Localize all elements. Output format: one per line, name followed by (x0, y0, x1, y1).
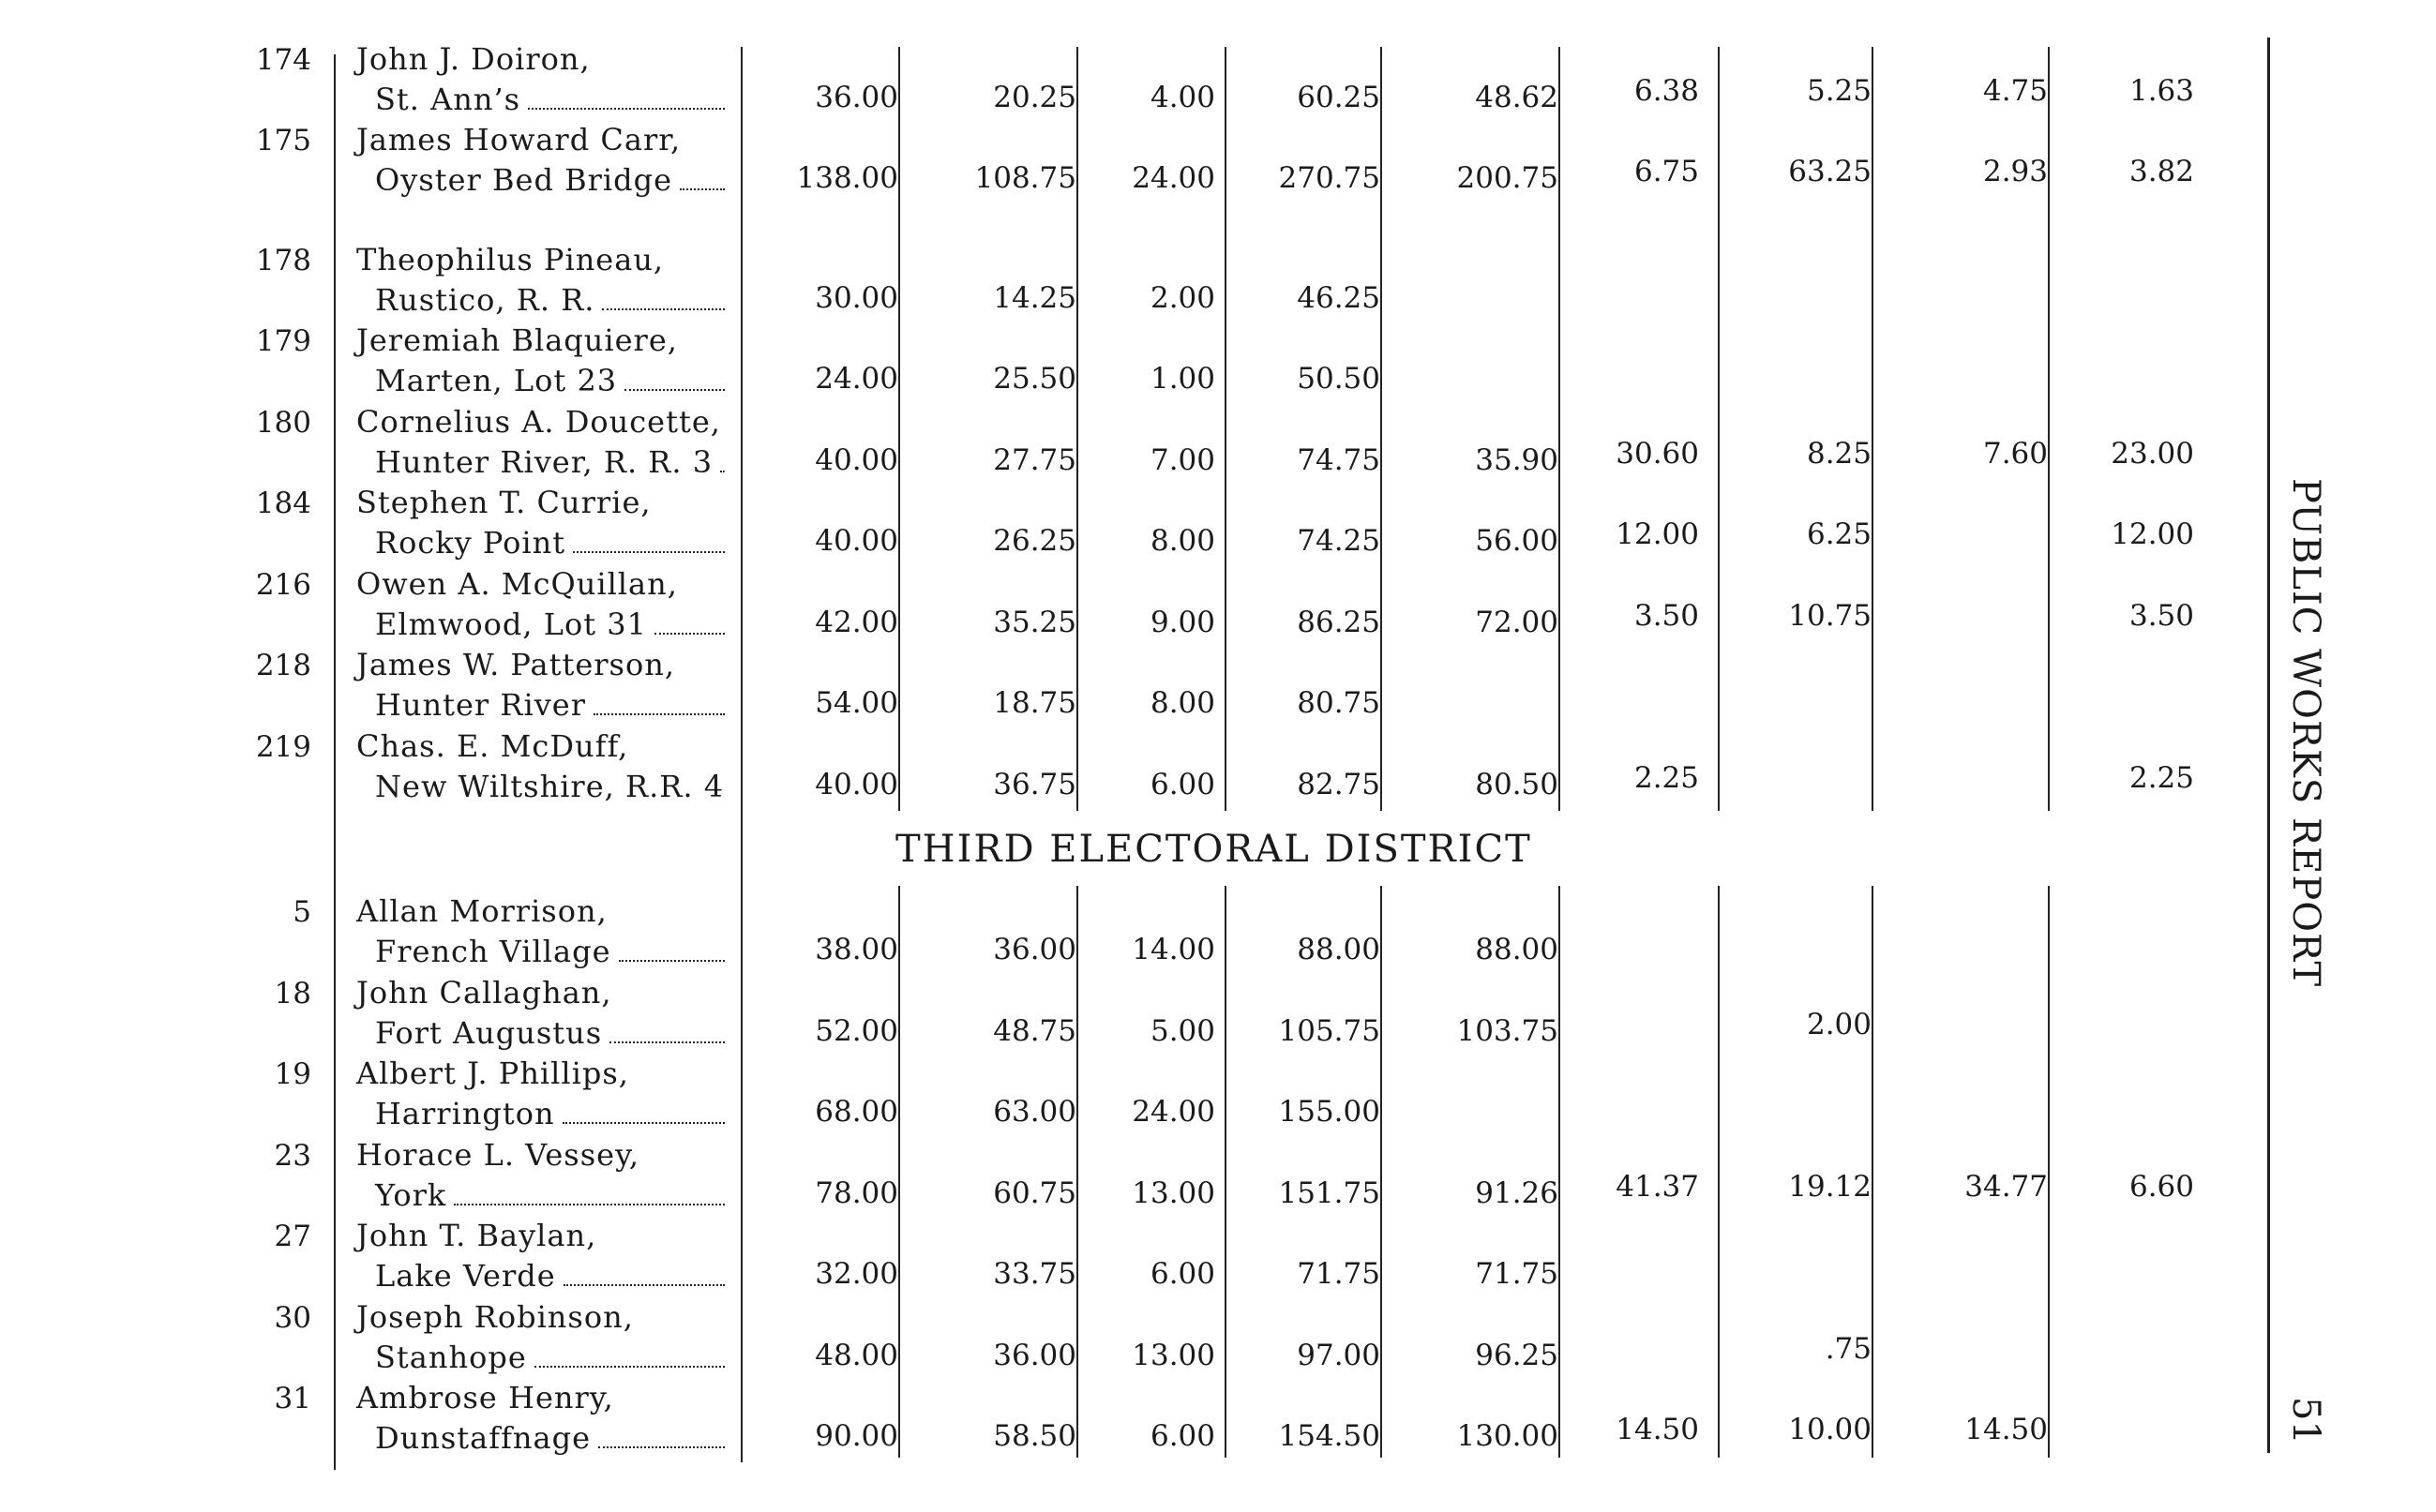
entry-number: 23 (274, 1138, 311, 1173)
amount-cell: 2.00 (1806, 1007, 1872, 1041)
column-rule (1380, 886, 1382, 1458)
amount-cell: 26.25 (993, 524, 1076, 558)
amount-cell: 74.25 (1297, 524, 1380, 558)
dot-leader (563, 1122, 725, 1124)
entry-number: 174 (255, 43, 311, 77)
amount-cell: 30.60 (1616, 437, 1699, 471)
amount-cell: 25.50 (993, 362, 1076, 396)
amount-cell: 1.63 (2128, 74, 2194, 108)
contractor-name: Albert J. Phillips, (356, 1055, 629, 1091)
amount-cell: 4.00 (1150, 81, 1215, 114)
column-rule (1872, 47, 1873, 811)
contractor-name: James W. Patterson, (356, 647, 676, 682)
amount-cell: 48.75 (993, 1013, 1076, 1048)
column-rule (741, 806, 743, 1462)
amount-cell: .75 (1825, 1331, 1872, 1366)
amount-cell: 97.00 (1297, 1338, 1380, 1372)
contractor-address (375, 525, 725, 561)
contractor-address (375, 162, 725, 198)
amount-cell: 88.00 (1297, 933, 1380, 966)
amount-cell: 32.00 (815, 1257, 898, 1291)
amount-cell: 46.25 (1297, 281, 1380, 315)
entry-number: 30 (274, 1300, 311, 1335)
amount-cell: 40.00 (815, 443, 898, 477)
entry-number: 19 (274, 1057, 311, 1091)
amount-cell: 24.00 (815, 362, 898, 396)
address-text: Dunstaffnage (375, 1420, 592, 1456)
contractor-address (375, 769, 731, 804)
dot-leader (654, 633, 725, 635)
address-text: New Wiltshire, R.R. 4 (375, 769, 725, 804)
column-rule (1718, 47, 1720, 811)
amount-cell: 58.50 (993, 1419, 1076, 1453)
amount-cell: 88.00 (1475, 933, 1558, 966)
amount-cell: 63.00 (993, 1095, 1076, 1129)
amount-cell: 23.00 (2111, 437, 2194, 471)
contractor-address (375, 282, 725, 318)
amount-cell: 91.26 (1475, 1175, 1558, 1210)
address-text: French Village (375, 934, 611, 969)
dot-leader (594, 713, 725, 715)
address-text: York (375, 1176, 447, 1213)
amount-cell: 60.25 (1297, 81, 1380, 114)
amount-cell: 90.00 (815, 1419, 898, 1453)
amount-cell: 71.75 (1475, 1257, 1558, 1291)
contractor-name: Theophilus Pineau, (356, 242, 665, 277)
amount-cell: 41.37 (1616, 1169, 1699, 1204)
amount-cell: 5.00 (1150, 1013, 1215, 1048)
amount-cell: 151.75 (1278, 1175, 1380, 1210)
amount-cell: 40.00 (815, 768, 898, 801)
amount-cell: 8.00 (1150, 524, 1215, 558)
address-text: Hunter River (375, 687, 587, 723)
amount-cell: 105.75 (1278, 1013, 1380, 1048)
amount-cell: 36.75 (993, 768, 1076, 801)
amount-cell: 34.77 (1964, 1169, 2048, 1204)
amount-cell: 8.25 (1806, 437, 1872, 471)
contractor-address (375, 687, 725, 723)
amount-cell: 7.00 (1150, 443, 1215, 477)
section-heading: THIRD ELECTORAL DISTRICT (895, 828, 1532, 871)
contractor-address (375, 1258, 725, 1294)
amount-cell: 6.00 (1150, 1419, 1215, 1453)
amount-cell: 14.50 (1616, 1413, 1699, 1446)
dot-leader (720, 471, 725, 472)
dot-leader (619, 960, 726, 962)
contractor-name: James Howard Carr, (356, 122, 682, 157)
amount-cell: 14.00 (1132, 933, 1215, 966)
contractor-name: Ambrose Henry, (356, 1380, 614, 1415)
amount-cell: 68.00 (815, 1095, 898, 1129)
amount-cell: 138.00 (796, 161, 898, 195)
address-text: Hunter River, R. R. 3 (375, 444, 714, 480)
entry-number: 218 (255, 649, 311, 682)
amount-cell: 24.00 (1132, 1095, 1215, 1129)
contractor-address (375, 606, 725, 642)
column-rule (1225, 886, 1226, 1458)
column-rule (741, 47, 743, 811)
amount-cell: 20.25 (993, 81, 1076, 114)
column-rule (1076, 886, 1078, 1458)
amount-cell: 80.50 (1475, 768, 1558, 801)
address-text: Harrington (375, 1096, 555, 1131)
amount-cell: 96.25 (1475, 1338, 1558, 1372)
contractor-address (375, 363, 725, 398)
address-text: Rustico, R. R. (375, 282, 595, 318)
amount-cell: 14.25 (993, 281, 1076, 315)
column-rule (1380, 47, 1382, 811)
contractor-name: John J. Doiron, (356, 41, 591, 77)
amount-cell: 72.00 (1475, 606, 1558, 639)
amount-cell: 36.00 (993, 933, 1076, 966)
amount-cell: 154.50 (1278, 1419, 1380, 1453)
amount-cell: 6.25 (1806, 517, 1872, 551)
column-rule (898, 47, 900, 811)
contractor-name: Owen A. McQuillan, (356, 566, 678, 602)
dot-leader (528, 108, 725, 110)
column-rule (1076, 47, 1078, 811)
column-rule (2048, 47, 2050, 811)
dot-leader (624, 389, 725, 391)
contractor-name: Jeremiah Blaquiere, (356, 322, 678, 358)
page-border-rule (2267, 37, 2270, 1453)
contractor-name: Stephen T. Currie, (356, 485, 652, 520)
amount-cell: 71.75 (1297, 1257, 1380, 1291)
amount-cell: 63.25 (1788, 155, 1872, 188)
amount-cell: 12.00 (1616, 517, 1699, 551)
amount-cell: 3.50 (1633, 599, 1699, 633)
amount-cell: 36.00 (815, 81, 898, 114)
address-text: Fort Augustus (375, 1014, 603, 1051)
contractor-name: Horace L. Vessey, (356, 1136, 640, 1173)
amount-cell: 130.00 (1456, 1419, 1558, 1453)
amount-cell: 12.00 (2111, 517, 2194, 551)
amount-cell: 48.62 (1475, 81, 1558, 114)
amount-cell: 2.25 (1633, 761, 1699, 795)
entry-number: 175 (255, 124, 311, 157)
amount-cell: 30.00 (815, 281, 898, 315)
amount-cell: 78.00 (815, 1175, 898, 1210)
entry-number: 180 (255, 406, 311, 440)
address-text: Oyster Bed Bridge (375, 162, 673, 198)
amount-cell: 42.00 (815, 606, 898, 639)
amount-cell: 27.75 (993, 443, 1076, 477)
column-rule (1558, 886, 1560, 1458)
amount-cell: 50.50 (1297, 362, 1380, 396)
column-rule (1558, 47, 1560, 811)
column-rule (898, 886, 900, 1458)
amount-cell: 19.12 (1788, 1169, 1872, 1204)
entry-number: 219 (255, 730, 311, 764)
amount-cell: 48.00 (815, 1338, 898, 1372)
amount-cell: 8.00 (1150, 686, 1215, 720)
amount-cell: 35.90 (1475, 443, 1558, 477)
contractor-address (375, 444, 725, 480)
amount-cell: 6.00 (1150, 768, 1215, 801)
address-text: Elmwood, Lot 31 (375, 606, 647, 642)
entry-number: 178 (255, 244, 311, 277)
amount-cell: 10.75 (1788, 599, 1872, 633)
contractor-name: Joseph Robinson, (356, 1298, 634, 1335)
dot-leader (680, 188, 725, 190)
entry-number: 184 (255, 487, 311, 520)
dot-leader (534, 1366, 725, 1368)
contractor-address (375, 1340, 725, 1375)
address-text: Lake Verde (375, 1258, 556, 1294)
contractor-address (375, 1096, 725, 1131)
amount-cell: 80.75 (1297, 686, 1380, 720)
address-text: Marten, Lot 23 (375, 363, 618, 398)
amount-cell: 13.00 (1132, 1175, 1215, 1210)
dot-leader (598, 1446, 725, 1448)
column-rule (1872, 886, 1873, 1458)
entry-number: 31 (274, 1382, 311, 1415)
amount-cell: 6.38 (1633, 74, 1699, 108)
amount-cell: 200.75 (1456, 161, 1558, 195)
dot-leader (454, 1204, 725, 1205)
amount-cell: 103.75 (1456, 1013, 1558, 1048)
amount-cell: 2.93 (1982, 155, 2048, 188)
amount-cell: 155.00 (1278, 1095, 1380, 1129)
amount-cell: 13.00 (1132, 1338, 1215, 1372)
amount-cell: 1.00 (1150, 362, 1215, 396)
address-text: St. Ann’s (375, 82, 521, 117)
dot-leader (573, 551, 725, 553)
contractor-name: Chas. E. McDuff, (356, 728, 629, 764)
index-rule (334, 54, 336, 1470)
contractor-name: John T. Baylan, (356, 1218, 597, 1253)
contractor-address (375, 934, 725, 969)
amount-cell: 6.60 (2128, 1169, 2194, 1204)
amount-cell: 14.50 (1964, 1413, 2048, 1446)
running-title: PUBLIC WORKS REPORT (2284, 478, 2327, 988)
amount-cell: 5.25 (1806, 74, 1872, 108)
amount-cell: 3.82 (2128, 155, 2194, 188)
entry-number: 179 (255, 324, 311, 358)
dot-leader (564, 1284, 725, 1286)
address-text: Rocky Point (375, 525, 566, 561)
amount-cell: 9.00 (1150, 606, 1215, 639)
contractor-address (375, 1015, 725, 1051)
amount-cell: 7.60 (1982, 437, 2048, 471)
address-text: Stanhope (375, 1339, 527, 1375)
amount-cell: 24.00 (1132, 161, 1215, 195)
amount-cell: 74.75 (1297, 443, 1380, 477)
amount-cell: 2.00 (1150, 281, 1215, 315)
contractor-address (375, 1420, 725, 1456)
contractor-address (375, 1177, 725, 1213)
contractor-name: John Callaghan, (356, 974, 612, 1010)
amount-cell: 36.00 (993, 1338, 1076, 1372)
amount-cell: 10.00 (1788, 1413, 1872, 1446)
amount-cell: 35.25 (993, 606, 1076, 639)
amount-cell: 6.00 (1150, 1257, 1215, 1291)
entry-number: 27 (274, 1220, 311, 1253)
amount-cell: 4.75 (1982, 74, 2048, 108)
contractor-name: Allan Morrison, (356, 893, 608, 929)
entry-number: 18 (274, 976, 311, 1010)
amount-cell: 108.75 (974, 161, 1076, 195)
amount-cell: 60.75 (993, 1175, 1076, 1210)
amount-cell: 86.25 (1297, 606, 1380, 639)
dot-leader (602, 308, 725, 310)
column-rule (1718, 886, 1720, 1458)
amount-cell: 82.75 (1297, 768, 1380, 801)
amount-cell: 2.25 (2128, 761, 2194, 795)
amount-cell: 3.50 (2128, 599, 2194, 633)
amount-cell: 56.00 (1475, 524, 1558, 558)
contractor-name: Cornelius A. Doucette, (356, 404, 721, 440)
entry-number: 216 (255, 568, 311, 602)
entry-number: 5 (293, 895, 311, 929)
amount-cell: 18.75 (993, 686, 1076, 720)
amount-cell: 40.00 (815, 524, 898, 558)
amount-cell: 270.75 (1278, 161, 1380, 195)
amount-cell: 54.00 (815, 686, 898, 720)
contractor-address (375, 82, 725, 117)
amount-cell: 33.75 (993, 1257, 1076, 1291)
column-rule (2048, 886, 2050, 1458)
dot-leader (609, 1041, 725, 1043)
amount-cell: 6.75 (1633, 155, 1699, 188)
amount-cell: 52.00 (815, 1013, 898, 1048)
column-rule (1225, 47, 1226, 811)
amount-cell: 38.00 (815, 933, 898, 966)
page-number: 51 (2284, 1397, 2327, 1445)
